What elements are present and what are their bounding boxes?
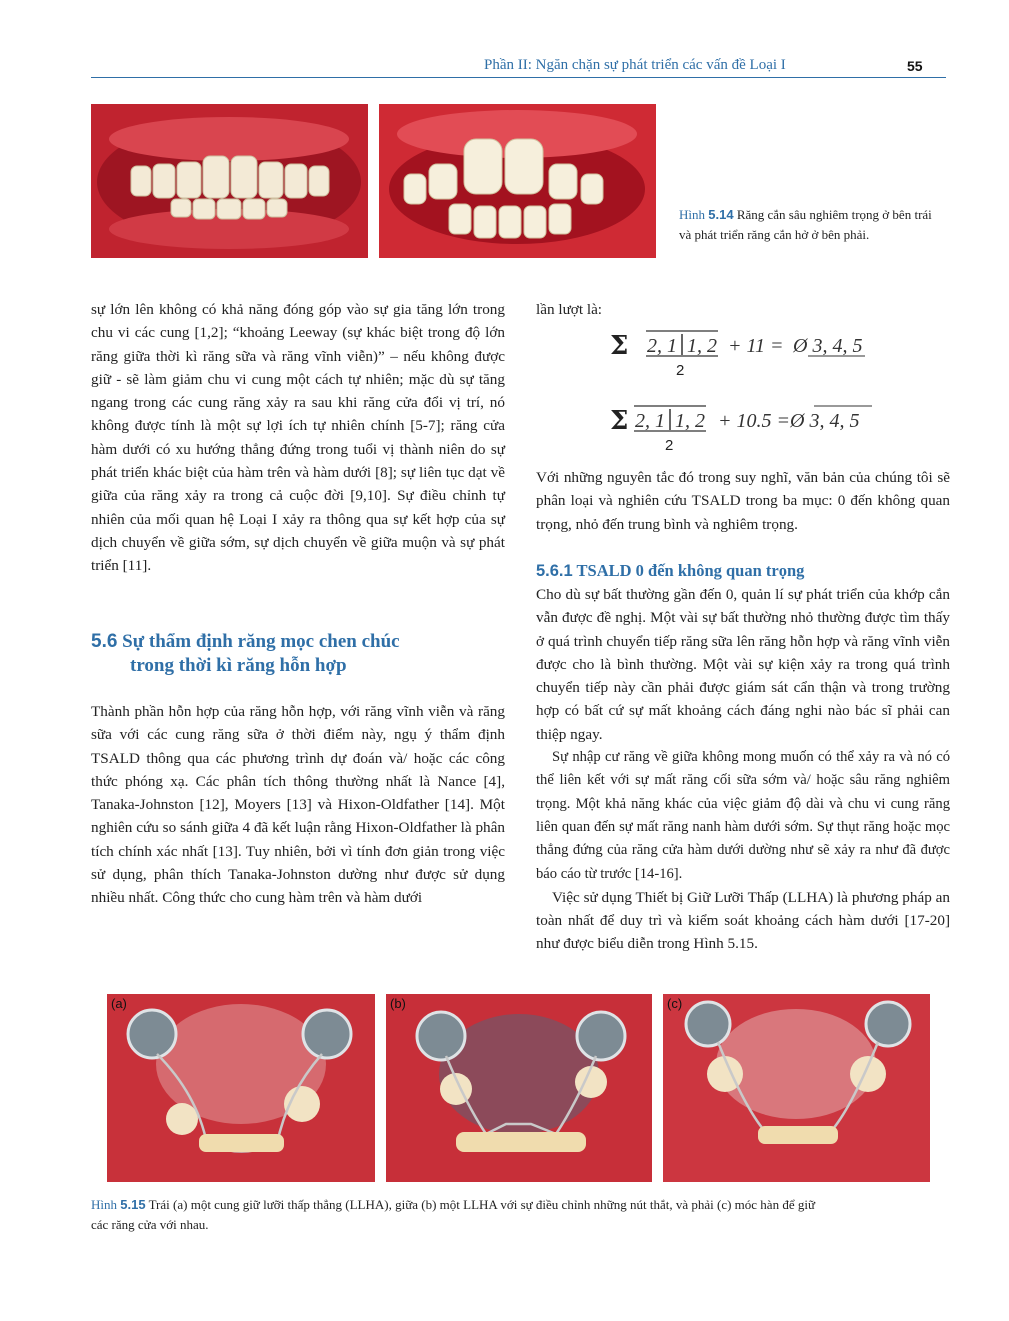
running-header: Phần II: Ngăn chặn sự phát triển các vấn đề Loại I bbox=[484, 57, 786, 73]
figure-5-14-caption bbox=[679, 205, 944, 245]
left-column-paragraph-2 bbox=[91, 700, 505, 910]
figure-label: Hình bbox=[679, 207, 705, 222]
body-paragraph: sự lớn lên không có khả năng đóng góp vào sự gia tăng lớn trong chu vi các cung [1,2]; “khoảng Leeway (sự khác biệt trong độ lớn răng giữa thời kì răng sữa và răng vĩnh viễn)” – nếu không được giữ - sẽ làm giảm chu vi cung một cách tự nhiên; mặc dù sự tăng ngang trong các cung răng xảy ra sau khi răng cửa đổi vị trí, nó không được tính là một sự lợi ích tự nhiên chính [5-7]; răng cửa hàm dưới có xu hướng thẳng đứng trong tuổi vị thành niên do sự phát triển khác biệt của hàm trên và hàm dưới [8]; sự liên tục dạt về giữa của răng xảy ra trong cả cuộc đời [9,10]. Sự điều chỉnh tự nhiên của mối quan hệ Loại I xảy ra thông qua sự kết hợp của sự dịch chuyển về giữa sớm, sự dịch chuyển về giữa muộn và sự phát triển [11]. bbox=[91, 301, 505, 575]
figure-5-14-right-photo bbox=[379, 104, 656, 258]
section-title-line-2: trong thời kì răng hỗn hợp bbox=[130, 655, 347, 676]
subsection-heading bbox=[536, 561, 804, 581]
panel-label: (a) bbox=[111, 996, 127, 1011]
figure-number: 5.14 bbox=[708, 207, 734, 222]
body-text: lần lượt là: bbox=[536, 301, 603, 318]
panel-label: (b) bbox=[390, 996, 406, 1011]
figure-5-15-panel-b bbox=[386, 994, 652, 1182]
panel-label: (c) bbox=[667, 996, 683, 1011]
figure-5-15-panel-c bbox=[663, 994, 930, 1182]
body-paragraph: Thành phần hỗn hợp của răng hỗn hợp, với răng vĩnh viễn và răng sữa với các cung răng sữa ở thời điểm này, ngụ ý thẩm định TSALD thông qua các phương trình dự đoán và/ hoặc các công thức phóng xạ. Các phân tích thông thường nhất là Nance [4], Tanaka-Johnston [12], Moyers [13] và Hixon-Oldfather [14]. Một nghiên cứu so sánh giữa 4 đã kết luận rằng Hixon-Oldfather là phân tích chính xác nhất [13]. Tuy nhiên, bởi vì tính đơn giản trong việc sử dụng, phân thích Tanaka-Johnston dường như được sử dụng nhiều nhất. Công thức cho cung hàm trên và hàm dưới bbox=[91, 703, 505, 907]
figure-caption-text: Răng cắn sâu nghiêm trọng ở bên trái và phát triển răng cắn hở ở bên phải. bbox=[679, 207, 932, 242]
formula-constant: + 11 = bbox=[728, 335, 784, 357]
body-paragraph: Cho dù sự bất thường gần đến 0, quản lí sự phát triển của khớp cắn vẫn được đề nghị. Một vài sự bất thường nhỏ thường được tìm thấy ở quá trình chuyển tiếp răng sữa lên răng hỗn hợp và răng vĩnh viễn được cho là bình thường. Một vài sự kiện xảy ra trong quá trình chuyển tiếp này cần phải được giám sát cẩn thận và trong trường hợp có bất cứ sự mất khoảng cách đáng nghi nào bác sĩ phải can thiệp ngay. bbox=[536, 586, 950, 743]
formula-constant: + 10.5 = bbox=[718, 410, 790, 432]
formula-result: Ø 3, 4, 5 bbox=[793, 335, 863, 357]
figure-number: 5.15 bbox=[120, 1197, 146, 1212]
formula-upper-arch bbox=[610, 325, 910, 385]
right-column-paragraph-1 bbox=[536, 466, 950, 536]
header-divider bbox=[91, 77, 946, 78]
figure-5-15-panel-a bbox=[107, 994, 375, 1182]
formula-result: Ø 3, 4, 5 bbox=[790, 410, 860, 432]
formula-denominator: 2 bbox=[676, 362, 685, 379]
formula-lower-arch bbox=[610, 400, 910, 460]
figure-label: Hình bbox=[91, 1197, 117, 1212]
figure-caption-text: Trái (a) một cung giữ lưỡi thấp thẳng (LLHA), giữa (b) một LLHA với sự điều chỉnh những nút thắt, và phải (c) móc hàn để giữ bbox=[148, 1197, 815, 1212]
right-column-intro bbox=[536, 298, 950, 321]
page-number: 55 bbox=[907, 58, 923, 74]
formula-right-teeth: 1, 2 bbox=[687, 335, 717, 357]
figure-5-15-caption bbox=[91, 1195, 951, 1235]
formula-denominator: 2 bbox=[665, 437, 674, 454]
sigma-symbol: Σ bbox=[610, 331, 629, 361]
subsection-title: TSALD 0 đến không quan trọng bbox=[576, 561, 805, 580]
right-column-body bbox=[536, 583, 950, 956]
sigma-symbol: Σ bbox=[610, 406, 629, 436]
subsection-number: 5.6.1 bbox=[536, 562, 573, 580]
formula-right-teeth: 1, 2 bbox=[675, 410, 705, 432]
formula-left-teeth: 2, 1 bbox=[647, 335, 677, 357]
section-heading bbox=[91, 630, 511, 678]
section-title-line-1: Sự thẩm định răng mọc chen chúc bbox=[122, 631, 400, 652]
body-paragraph: Với những nguyên tắc đó trong suy nghĩ, văn bản của chúng tôi sẽ phân loại và nghiên cứu TSALD trong ba mục: 0 đến không quan trọng, nhỏ đến trung bình và nghiêm trọng. bbox=[536, 469, 950, 533]
formula-left-teeth: 2, 1 bbox=[635, 410, 665, 432]
figure-5-14-left-photo bbox=[91, 104, 368, 258]
body-paragraph: Sự nhập cư răng về giữa không mong muốn có thể xảy ra và nó có thể liên kết với sự mất răng cối sữa sớm và/ hoặc sâu răng nghiêm trọng. Một khả năng khác của việc giảm độ dài và chu vi cung răng liên quan đến sự mất răng nanh hàm dưới sớm. Sự thụt răng hoặc mọc thẳng đứng của răng cửa hàm dưới dường như sẽ xảy ra như đã được báo cáo từ trước [14-16]. bbox=[536, 749, 950, 882]
section-number: 5.6 bbox=[91, 631, 118, 652]
left-column-paragraph-1 bbox=[91, 298, 505, 578]
body-paragraph: Việc sử dụng Thiết bị Giữ Lưỡi Thấp (LLHA) là phương pháp an toàn nhất để duy trì và kiểm soát khoảng cách hàm dưới [17-20] như được biểu diễn trong Hình 5.15. bbox=[536, 888, 950, 953]
figure-caption-text: các răng cửa với nhau. bbox=[91, 1217, 209, 1232]
